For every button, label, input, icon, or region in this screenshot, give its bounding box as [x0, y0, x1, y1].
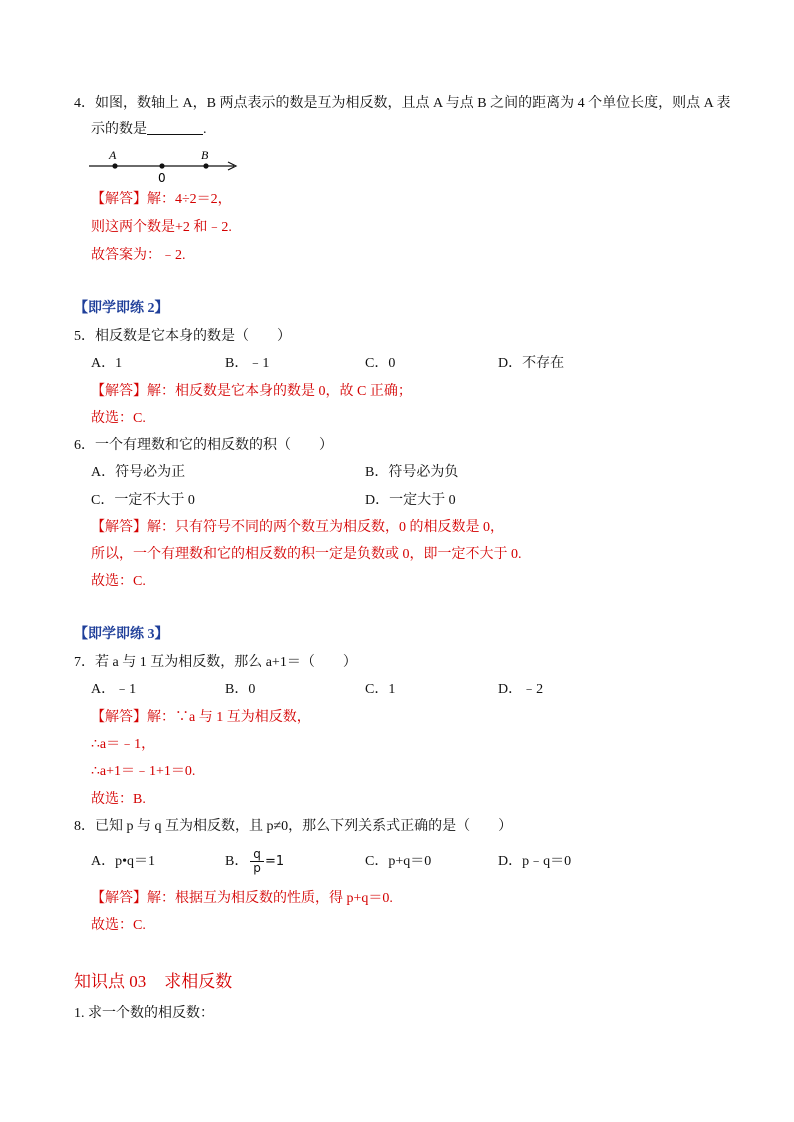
knowledge-point-title: 求相反数: [164, 972, 233, 992]
q5-stem: 5．相反数是它本身的数是（ ）: [74, 329, 291, 344]
q6-stem: 6．一个有理数和它的相反数的积（ ）: [74, 438, 333, 453]
point-b-label: B: [201, 148, 209, 162]
q5-option-a[interactable]: A．1: [91, 356, 123, 371]
q8-option-c[interactable]: C．p+q＝0: [365, 854, 432, 869]
q4-solution-2: 则这两个数是+2 和﹣2.: [91, 220, 232, 235]
q4-solution-1: 【解答】解：4÷2＝2，: [91, 192, 232, 207]
origin-label: 0: [158, 171, 166, 185]
point-a-dot: [112, 163, 117, 168]
q8-option-b-fraction[interactable]: [249, 848, 265, 875]
section-heading-2: 【即学即练 2】: [74, 301, 169, 316]
q5-option-c[interactable]: C．0: [365, 356, 396, 371]
knowledge-point-number: 知识点 03: [74, 972, 147, 991]
q7-option-a[interactable]: A．﹣1: [91, 682, 137, 697]
q5-option-d[interactable]: D．不存在: [498, 356, 565, 371]
q8-solution-2: 故选：C.: [91, 918, 146, 933]
q6-option-c[interactable]: C．一定不大于 0: [91, 493, 195, 508]
point-a-label: A: [109, 148, 117, 162]
q6-option-a[interactable]: A．符号必为正: [91, 465, 186, 480]
q4-solution-3: 故答案为：﹣2.: [91, 248, 186, 263]
q8-option-d[interactable]: D．p﹣q＝0: [498, 854, 572, 869]
answer-blank[interactable]: [147, 120, 203, 135]
q8-solution-1: 【解答】解：根据互为相反数的性质，得 p+q＝0.: [91, 891, 393, 906]
q7-solution-3: ∴a+1＝﹣1+1＝0.: [91, 764, 196, 779]
q8-option-b-prefix[interactable]: B．: [225, 854, 249, 869]
q7-solution-2: ∴a＝﹣1，: [91, 737, 156, 752]
section-heading-3: 【即学即练 3】: [74, 627, 169, 642]
knowledge-point-heading: [74, 971, 232, 993]
q5-solution-2: 故选：C.: [91, 411, 146, 426]
q8-option-a[interactable]: A．p•q＝1: [91, 854, 156, 869]
q7-solution-1: 【解答】解：∵a 与 1 互为相反数，: [91, 710, 311, 725]
q8-stem: 8．已知 p 与 q 互为相反数，且 p≠0，那么下列关系式正确的是（ ）: [74, 819, 513, 834]
q7-option-d[interactable]: D．﹣2: [498, 682, 544, 697]
number-line-figure: [82, 146, 252, 188]
q7-option-b[interactable]: B．0: [225, 682, 256, 697]
q6-solution-1: 【解答】解：只有符号不同的两个数互为相反数，0 的相反数是 0，: [91, 520, 504, 535]
q5-solution-1: 【解答】解：相反数是它本身的数是 0，故 C 正确；: [91, 384, 412, 399]
q6-option-d[interactable]: D．一定大于 0: [365, 493, 456, 508]
q6-solution-2: 所以，一个有理数和它的相反数的积一定是负数或 0，即一定不大于 0.: [91, 547, 522, 562]
q6-option-b[interactable]: B．符号必为负: [365, 465, 459, 480]
q5-option-b[interactable]: B．﹣1: [225, 356, 270, 371]
q7-solution-4: 故选：B.: [91, 792, 146, 807]
origin-dot: [159, 163, 164, 168]
item-1: 1. 求一个数的相反数：: [74, 1006, 214, 1021]
point-b-dot: [203, 163, 208, 168]
q7-stem: 7．若 a 与 1 互为相反数，那么 a+1＝（ ）: [74, 655, 357, 670]
q8-option-b-rest[interactable]: =1: [265, 854, 285, 869]
q4-line2: 示的数是 .: [91, 122, 207, 137]
fraction-denominator: p: [253, 861, 261, 875]
q6-solution-3: 故选：C.: [91, 574, 146, 589]
fraction-numerator: q: [253, 847, 261, 861]
q7-option-c[interactable]: C．1: [365, 682, 396, 697]
q4-line1: 4．如图，数轴上 A，B 两点表示的数是互为相反数，且点 A 与点 B 之间的距离为 4 个单位长度，则点 A 表: [74, 96, 731, 111]
